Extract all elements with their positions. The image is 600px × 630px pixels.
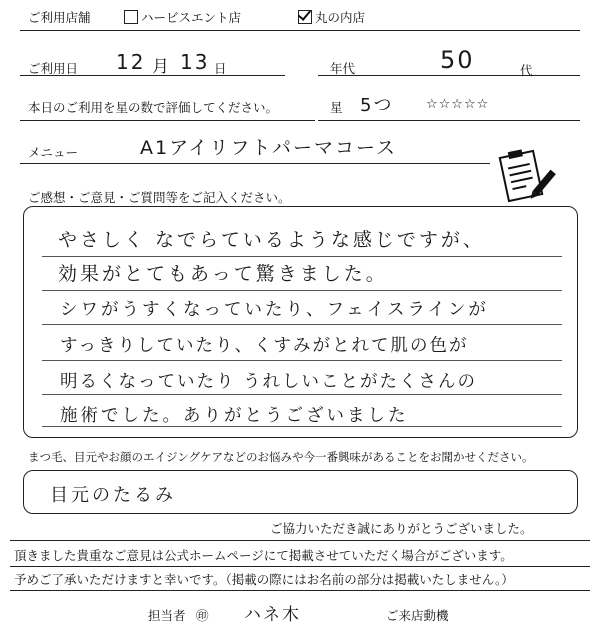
publication-notice: 頂きました貴重なご意見は公式ホームページにて掲載させていただく場合がございます。 [14, 548, 513, 563]
age-label: 年代 [330, 61, 356, 76]
age-unit: 代 [520, 63, 533, 78]
ruled-line [42, 290, 562, 291]
age-value: 50 [440, 46, 475, 74]
divider [10, 590, 590, 591]
clipboard-pencil-icon [496, 146, 556, 206]
store-option-label: ハービスエント店 [141, 10, 242, 25]
feedback-line: シワがうすくなっていたり、フェイスラインが [60, 300, 489, 320]
divider [318, 120, 580, 121]
store-option-marunouchi[interactable] [298, 8, 365, 26]
checked-checkbox-icon[interactable] [298, 10, 312, 24]
ruled-line [42, 360, 562, 361]
ruled-line [42, 324, 562, 325]
staff-label: 担当者 [148, 608, 186, 623]
rating-question: 本日のご利用を星の数で評価してください。 [28, 100, 279, 115]
divider [20, 163, 490, 164]
feedback-line: 効果がとてもあって驚きました。 [58, 263, 388, 285]
date-label: ご利用日 [28, 61, 79, 76]
store-option-herbis[interactable] [124, 8, 241, 26]
divider [20, 75, 285, 76]
rating-answer: 5つ [360, 95, 394, 116]
divider [10, 540, 590, 541]
visit-day: 13 [180, 50, 210, 74]
menu-value: A1アイリフトパーマコース [140, 137, 398, 159]
feedback-line: すっきりしていたり、くすみがとれて肌の色が [60, 336, 469, 356]
visit-month: 12 [116, 50, 146, 74]
visit-motive-label: ご来店動機 [386, 608, 449, 623]
divider [318, 75, 580, 76]
checkbox-icon[interactable] [124, 10, 138, 24]
visit-month-unit: 月 [152, 57, 171, 77]
seal-icon: ㊞ [196, 608, 209, 623]
concerns-answer: 目元のたるみ [50, 485, 176, 506]
menu-label: メニュー [28, 145, 79, 160]
store-option-label: 丸の内店 [315, 10, 366, 25]
thanks-text: ご協力いただき誠にありがとうございました。 [270, 521, 533, 536]
feedback-line: やさしく なでらているような感じですが、 [58, 229, 485, 251]
store-label: ご利用店舗 [28, 10, 91, 25]
feedback-prompt: ご感想・ご意見・ご質問等をご記入ください。 [28, 190, 291, 205]
divider [10, 566, 590, 567]
staff-name: ハネ木 [244, 605, 301, 625]
visit-day-unit: 日 [214, 61, 227, 76]
ruled-line [42, 394, 562, 395]
star-rating-icons[interactable]: ☆☆☆☆☆ [426, 97, 490, 112]
feedback-line: 明るくなっていたり うれしいことがたくさんの [60, 372, 478, 392]
publication-notice-2: 予めご了承いただけますと幸いです。（掲載の際にはお名前の部分は掲載いたしません。） [14, 572, 514, 587]
divider [20, 120, 315, 121]
star-label: 星 [330, 100, 343, 115]
concerns-prompt: まつ毛、目元やお顔のエイジングケアなどのお悩みや今一番興味があることをお聞かせください。 [28, 450, 534, 464]
divider [20, 30, 580, 31]
ruled-line [42, 256, 562, 257]
feedback-line: 施術でした。ありがとうございました [60, 406, 409, 426]
